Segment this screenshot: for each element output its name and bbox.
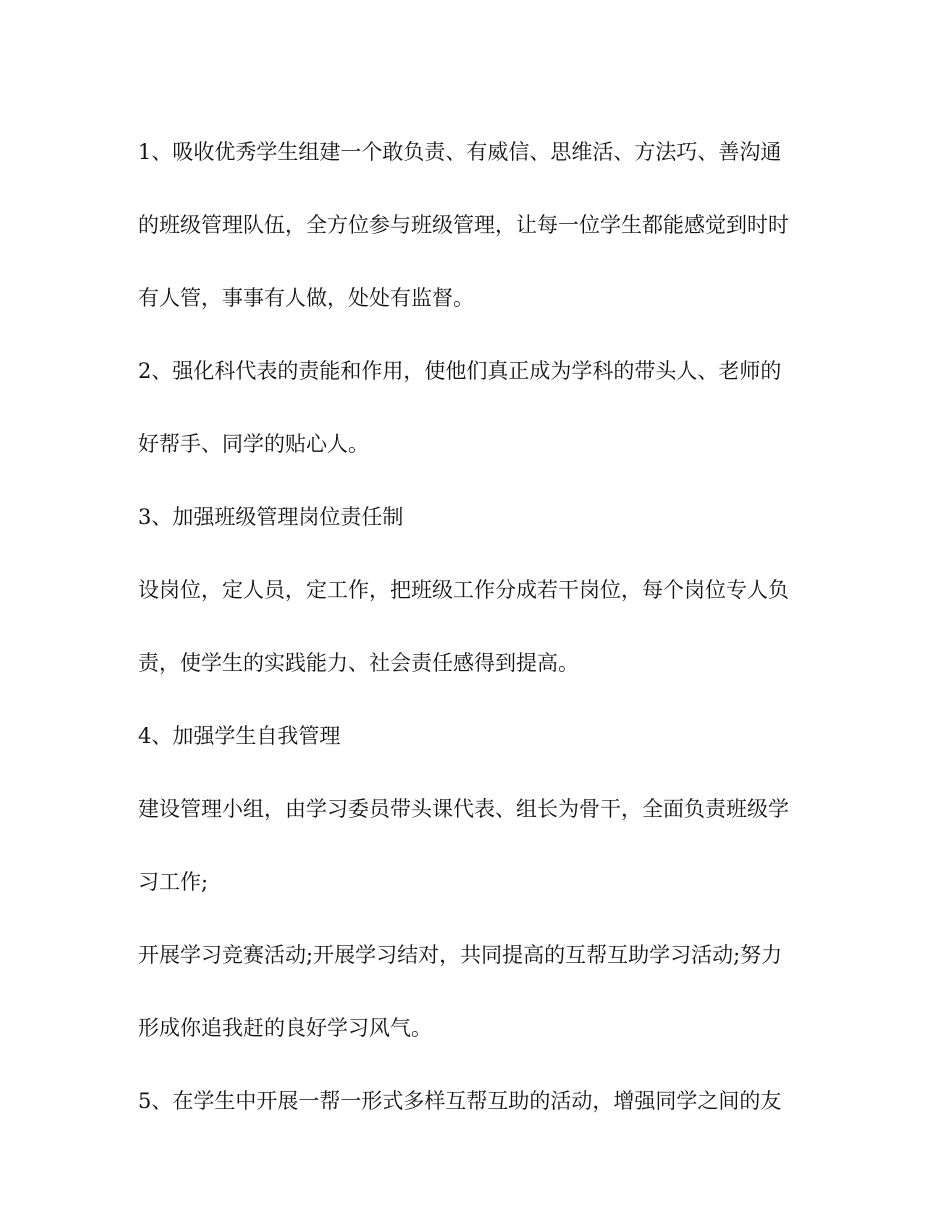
text-line-2: 的班级管理队伍，全方位参与班级管理，让每一位学生都能感觉到时时 [138, 213, 789, 237]
text-line-1: 1、吸收优秀学生组建一个敢负责、有威信、思维活、方法巧、善沟通 [138, 140, 782, 164]
document-body [138, 116, 818, 1138]
text-line-12: 开展学习竞赛活动;开展学习结对，共同提高的互帮互助学习活动;努力 [138, 943, 783, 967]
text-line-14: 5、在学生中开展一帮一形式多样互帮互助的活动，增强同学之间的友 [138, 1089, 782, 1113]
text-line-9: 4、加强学生自我管理 [138, 724, 341, 748]
text-line-4: 2、强化科代表的责能和作用，使他们真正成为学科的带头人、老师的 [138, 359, 782, 383]
text-line-10: 建设管理小组，由学习委员带头课代表、组长为骨干，全面负责班级学 [138, 797, 789, 821]
text-line-13: 形成你追我赶的良好学习风气。 [138, 1016, 432, 1040]
text-line-8: 责，使学生的实践能力、社会责任感得到提高。 [138, 651, 579, 675]
text-line-3: 有人管，事事有人做，处处有监督。 [138, 286, 474, 310]
text-line-7: 设岗位，定人员，定工作，把班级工作分成若干岗位，每个岗位专人负 [138, 578, 789, 602]
text-line-6: 3、加强班级管理岗位责任制 [138, 505, 404, 529]
text-line-11: 习工作; [138, 870, 209, 894]
text-line-5: 好帮手、同学的贴心人。 [138, 432, 369, 456]
